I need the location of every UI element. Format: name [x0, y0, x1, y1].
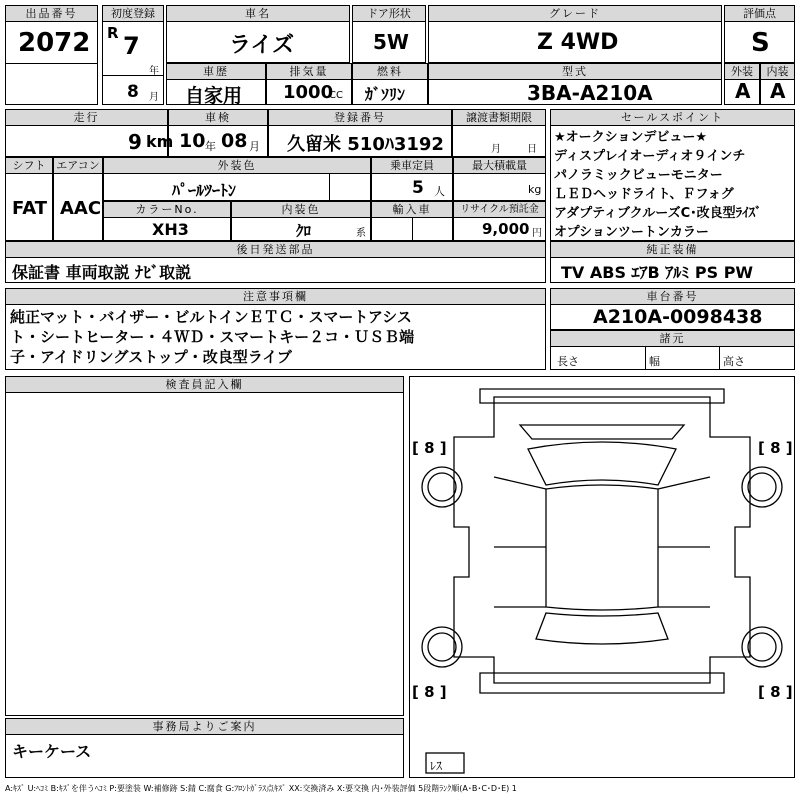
fuel-box — [352, 63, 428, 105]
door-type: 5W — [373, 30, 409, 54]
int-color-unit: 系 — [356, 228, 366, 239]
legend: A:ｷｽﾞ U:ﾍｺﾐ B:ｷｽﾞを伴うﾍｺﾐ P:要塗装 W:補修跡 S:錆 C:腐食 G:ﾌﾛﾝﾄｶﾞﾗｽ点ｷｽﾞ XX:交換済み X:要交換 内･外装評価 5段階ﾗﾝｸ順(A･B･C･D･E) 1 — [5, 784, 517, 793]
spec-length: 長さ — [557, 355, 579, 368]
sales-points-label: セールスポイント — [551, 110, 794, 126]
lot-number: 2072 — [18, 28, 91, 58]
notes-label: 注意事項欄 — [6, 289, 545, 305]
sales-point-line: アダプティブクルーズC･改良型ﾗｲｽﾞ — [554, 206, 762, 221]
hood-outline — [520, 425, 684, 439]
displacement-label: 排気量 — [267, 64, 351, 80]
capacity: 5 — [412, 178, 424, 198]
equipment: TV ABS ｴｱB ｱﾙﾐ PS PW — [561, 263, 754, 282]
sales-point-line: ＬＥＤヘッドライト、Ｆフォグ — [554, 187, 734, 202]
int-color-label: 内装色 — [232, 202, 370, 218]
inspector-box — [5, 376, 404, 716]
car-diagram-box — [409, 376, 795, 778]
model-name: ライズ — [229, 33, 295, 58]
tread-rear-left: [ 8 ] — [412, 683, 447, 701]
color-no: XH3 — [152, 220, 189, 239]
rear-bumper-outline — [480, 673, 724, 693]
model-box — [166, 5, 350, 63]
tread-rear-right: [ 8 ] — [758, 683, 793, 701]
int-color-box — [231, 201, 371, 241]
inspection-box — [168, 109, 268, 157]
model-type-box — [428, 63, 722, 105]
shift-label: シフト — [6, 158, 52, 174]
load-label: 最大積載量 — [454, 158, 545, 174]
later-parts: 保証書 車両取説 ﾅﾋﾞ取説 — [12, 263, 192, 282]
inspection-month: 08 — [221, 130, 248, 152]
mileage-box — [5, 109, 174, 157]
inspection-year-unit: 年 — [205, 140, 216, 153]
roof-outline — [546, 485, 658, 610]
year-unit: 年 — [149, 66, 159, 77]
recycle-label: リサイクル預託金 — [454, 202, 545, 218]
specs-box — [550, 330, 795, 370]
door-box — [352, 5, 426, 63]
inspection-month-unit: 月 — [249, 140, 260, 153]
exterior-grade: A — [735, 79, 751, 103]
plate-box — [268, 109, 452, 157]
registration-year: 7 — [123, 32, 140, 60]
inspection-label: 車検 — [169, 110, 267, 126]
mileage: 9 — [128, 130, 142, 154]
first-registration-box — [102, 5, 164, 105]
ext-color-box — [103, 157, 371, 201]
front-bumper-outline — [480, 389, 724, 403]
transfer-deadline-box — [452, 109, 546, 157]
office-label: 事務局よりご案内 — [6, 719, 403, 735]
grade-box — [428, 5, 722, 63]
registration-month: 8 — [127, 82, 139, 102]
exterior-grade-label: 外装 — [725, 64, 759, 80]
sales-point-line: パノラミックビューモニター — [554, 168, 723, 183]
inspector-label: 検査員記入欄 — [6, 377, 403, 393]
recycle-unit: 円 — [532, 228, 542, 239]
note-line: 純正マット・バイザー・ビルトインＥＴＣ・スマートアシス — [10, 308, 412, 326]
rear-window-outline — [536, 613, 668, 644]
tread-front-left: [ 8 ] — [412, 439, 447, 457]
aircon-box — [53, 157, 103, 241]
color-no-box — [103, 201, 231, 241]
ext-color: ﾊﾟｰﾙﾂｰﾄﾝ — [172, 181, 237, 200]
load-unit: kg — [528, 183, 542, 196]
aircon-label: エアコン — [54, 158, 102, 174]
history: 自家用 — [185, 85, 243, 107]
sales-point-line: オプションツートンカラー — [554, 225, 709, 240]
color-no-label: カラーNo. — [104, 202, 230, 218]
sales-points-box — [550, 109, 795, 241]
displacement-unit: CC — [329, 90, 343, 101]
tread-front-right: [ 8 ] — [758, 439, 793, 457]
import-label: 輸入車 — [372, 202, 452, 218]
transfer-month-unit: 月 — [491, 144, 501, 155]
interior-grade: A — [770, 79, 786, 103]
score-box — [724, 5, 795, 63]
score-label: 評価点 — [725, 6, 794, 22]
transfer-deadline-label: 譲渡書類期限 — [453, 110, 545, 126]
inspection-year: 10 — [179, 130, 206, 152]
spare-tire-status: ﾚｽ — [430, 759, 443, 773]
mileage-unit: km — [146, 132, 174, 151]
first-registration-label: 初度登録 — [103, 6, 163, 22]
sales-point-line: ★オークションデビュー★ — [554, 130, 708, 145]
fuel: ｶﾞｿﾘﾝ — [365, 85, 406, 104]
shift-box — [5, 157, 53, 241]
transfer-day-unit: 日 — [527, 144, 537, 155]
spec-height: 高さ — [723, 355, 745, 368]
note-line: ト・シートヒーター・４ＷＤ・スマートキー２コ・ＵＳＢ端 — [10, 328, 415, 346]
sales-points-list — [554, 128, 792, 242]
windshield-outline — [528, 442, 676, 485]
load-box — [453, 157, 546, 201]
interior-grade-box — [760, 63, 795, 105]
shift: FAT — [12, 198, 48, 219]
equipment-box — [550, 241, 795, 283]
note-line: 子・アイドリングストップ・改良型ライブ — [10, 348, 292, 366]
model-type-label: 型式 — [429, 64, 721, 80]
ext-color-label: 外装色 — [104, 158, 370, 174]
score: S — [751, 28, 770, 58]
model-type: 3BA-A210A — [527, 81, 653, 105]
lot-number-label: 出品番号 — [6, 6, 97, 22]
equipment-label: 純正装備 — [551, 242, 794, 258]
exterior-grade-box — [724, 63, 760, 105]
month-unit: 月 — [149, 92, 159, 103]
office-box — [5, 718, 404, 778]
later-parts-box — [5, 241, 546, 283]
mileage-label: 走行 — [6, 110, 167, 126]
history-box — [166, 63, 266, 105]
grade-label: グレード — [429, 6, 721, 22]
later-parts-label: 後日発送部品 — [6, 242, 545, 258]
door-label: ドア形状 — [353, 6, 425, 22]
int-color: ｸﾛ — [296, 222, 312, 240]
spec-width: 幅 — [649, 355, 660, 368]
plate-number: 久留米 510ﾊ3192 — [287, 134, 444, 155]
fuel-label: 燃料 — [353, 64, 427, 80]
plate-label: 登録番号 — [269, 110, 451, 126]
lot-number-box — [5, 5, 98, 105]
displacement: 1000 — [283, 82, 334, 103]
car-diagram — [410, 377, 794, 777]
notes-list — [10, 307, 543, 367]
recycle-box — [453, 201, 546, 241]
sales-point-line: ディスプレイオーディオ９インチ — [554, 149, 746, 164]
aircon: AAC — [60, 198, 102, 219]
capacity-unit: 人 — [434, 185, 445, 198]
capacity-label: 乗車定員 — [372, 158, 452, 174]
chassis-box — [550, 288, 795, 330]
import-box — [371, 201, 453, 241]
history-label: 車歴 — [167, 64, 265, 80]
chassis-number: A210A-0098438 — [593, 306, 763, 328]
body-outline — [454, 403, 750, 673]
capacity-box — [371, 157, 453, 201]
recycle-fee: 9,000 — [482, 220, 530, 238]
model-label: 車名 — [167, 6, 349, 22]
era: R — [107, 24, 119, 42]
displacement-box — [266, 63, 352, 105]
notes-box — [5, 288, 546, 370]
chassis-label: 車台番号 — [551, 289, 794, 305]
grade: Z 4WD — [537, 30, 619, 55]
specs-label: 諸元 — [551, 331, 794, 347]
interior-grade-label: 内装 — [761, 64, 794, 80]
office-note: キーケース — [12, 742, 92, 761]
